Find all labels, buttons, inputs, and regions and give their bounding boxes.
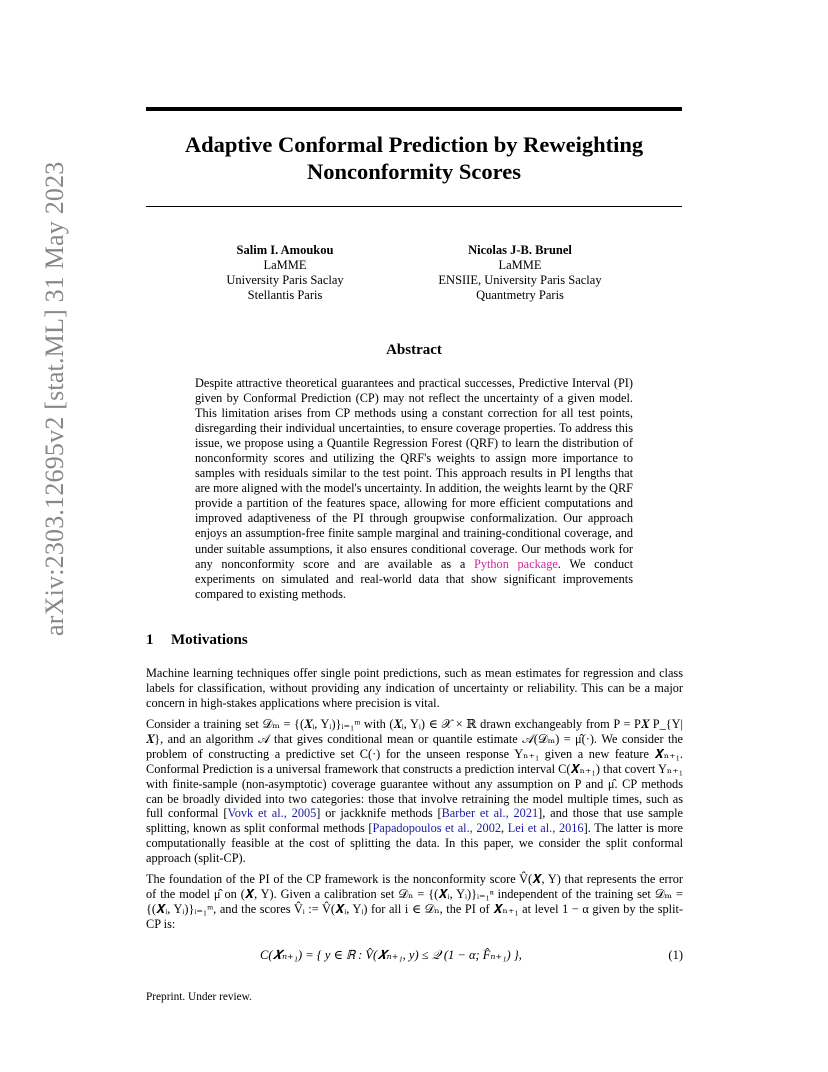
author-affiliation: Stellantis Paris xyxy=(247,288,323,302)
abstract-text-part: Despite attractive theoretical guarantees and practical successes, Predictive Interval (PI) given by Conformal Prediction (CP) may not reflect the uncertainty of a given model. This limitation arises from CP methods using a constant correction for all test points, disregarding their individual uncertainties, to ensure coverage properties. To address this issue, we propose using a Quantile Regression Forest (QRF) to learn the distribution of nonconformity scores and utilizing the QRF's weights to assign more importance to samples with residuals similar to the test point. This approach results in PI lengths that are more aligned with the model's uncertainty. In addition, the weights learnt by the QRF provide a partition of the features space, allowing for more efficient computations and improved adaptiveness of the PI through groupwise conformalization. Our approach enjoys an assumption-free finite sample marginal and training-conditional coverage, and under suitable assumptions, it also ensures conditional coverage. Our methods work for any nonconformity score and are available as a xyxy=(195,376,633,571)
citation-link[interactable]: Vovk et al., 2005 xyxy=(227,806,317,821)
author-affiliation: Quantmetry Paris xyxy=(476,288,564,302)
paragraph-text: Consider a training set 𝒟ₘ = {(𝑿ᵢ, Yᵢ)}ᵢ₌₁ᵐ with (𝑿ᵢ, Yᵢ) ∈ 𝒳 × ℝ drawn exchangeably from P = P𝑿 P_{Y|𝑿}, and an algorithm 𝒜 that gives conditional mean or quantile estimate 𝒜(𝒟ₘ) = μ̂(·). We consider the problem of constructing a predictive set C(·) for the unseen response Yₙ₊₁ given a new feature 𝑿ₙ₊₁. Conformal Prediction is a universal framework that constructs a prediction interval C(𝑿ₙ₊₁) that covert Yₙ₊₁ with finite-sample (non-asymptotic) coverage guarantee without any assumption on P and μ̂. CP methods can be broadly divided into two categories: those that involve retraining the model multiple times, such as full conformal [ xyxy=(146,717,683,821)
author-affiliation: LaMME xyxy=(263,258,307,272)
footer-note: Preprint. Under review. xyxy=(146,991,252,1003)
abstract-heading: Abstract xyxy=(386,342,442,358)
paper-title xyxy=(146,131,682,185)
paragraph-text: ]. The latter is more computationally feasible at the cost of splitting the data. In this paper, we consider the split conformal approach (split-CP). xyxy=(146,821,684,866)
title-bottom-rule xyxy=(146,206,682,207)
equation-number: (1) xyxy=(668,948,683,962)
paragraph-1: Machine learning techniques offer single point predictions, such as mean estimates for regression and class labels for classification, without providing any indication of uncertainty or reliability. This can be a major concern in high-stakes applications where precision is vital. xyxy=(146,666,683,710)
paragraph-text: , xyxy=(501,821,508,836)
section-heading xyxy=(146,632,248,649)
author-name: Nicolas J-B. Brunel xyxy=(468,243,572,257)
python-package-link[interactable]: Python package xyxy=(474,556,558,571)
citation-link[interactable]: Lei et al., 2016 xyxy=(507,821,584,836)
author-affiliation: ENSIIE, University Paris Saclay xyxy=(438,273,602,287)
citation-link[interactable]: Papadopoulos et al., 2002 xyxy=(372,821,501,836)
author-affiliation: LaMME xyxy=(498,258,542,272)
title-line-1: Adaptive Conformal Prediction by Reweighting xyxy=(184,132,644,157)
paragraph-text: ], and those that use sample splitting, known as split conformal methods [ xyxy=(146,806,683,836)
author-block-1 xyxy=(200,243,370,303)
title-line-2: Nonconformity Scores xyxy=(307,159,521,184)
abstract-text-part: . We conduct experiments on simulated and real-world data that show significant improvements compared to existing methods. xyxy=(195,556,633,601)
citation-link[interactable]: Barber et al., 2021 xyxy=(441,806,539,821)
author-name: Salim I. Amoukou xyxy=(236,243,334,257)
section-number: 1 xyxy=(146,632,154,648)
paragraph-3: The foundation of the PI of the CP framework is the nonconformity score V̂(𝑿, Y) that represents the error of the model μ̂ on (𝑿, Y). Given a calibration set 𝒟ₙ = {(𝑿ᵢ, Yᵢ)}ᵢ₌₁ⁿ independent of the training set 𝒟ₘ = {(𝑿ᵢ, Yᵢ)}ᵢ₌₁ᵐ, and the scores V̂ᵢ := V̂(𝑿ᵢ, Yᵢ) for all i ∈ 𝒟ₙ, the PI of 𝑿ₙ₊₁ at level 1 − α given by the split-CP is: xyxy=(146,872,683,931)
equation-formula: C(𝑿ₙ₊₁) = { y ∈ ℝ : V̂(𝑿ₙ₊₁, y) ≤ 𝒬 (1 − α; F̂ₙ₊₁) }, xyxy=(260,948,522,962)
paragraph-text: ] or jackknife methods [ xyxy=(316,806,442,821)
author-affiliation: University Paris Saclay xyxy=(226,273,344,287)
author-block-2 xyxy=(410,243,630,303)
title-top-rule xyxy=(146,107,682,111)
section-title: Motivations xyxy=(171,632,248,648)
abstract-text xyxy=(195,376,633,602)
arxiv-stamp: arXiv:2303.12695v2 [stat.ML] 31 May 2023 xyxy=(40,161,69,636)
paragraph-2 xyxy=(146,717,683,866)
